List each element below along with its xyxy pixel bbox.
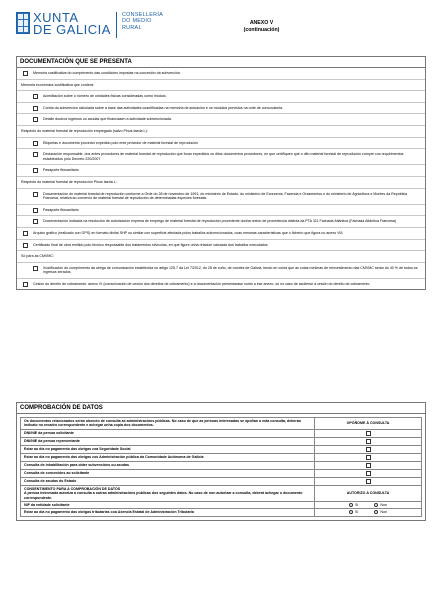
- checkbox[interactable]: [33, 106, 38, 111]
- oppose-checkbox[interactable]: [366, 479, 371, 484]
- no-radio[interactable]: [374, 510, 378, 514]
- annex-heading: [234, 20, 289, 34]
- doc-item-assignment[interactable]: Cesión do dereito de cobramento: anexo VI (comunicación de cesión dos dereitos de cobramento) e a documentación presentarase xunto a ese anexo, só no caso de acollerse á cesión do dereito de cobramento.: [17, 279, 425, 290]
- oppose-checkbox[interactable]: [366, 439, 371, 444]
- xunta-emblem-icon: [16, 12, 30, 34]
- checkbox[interactable]: [33, 168, 38, 173]
- doc-item-other-income[interactable]: Detalle doutros ingresos ou axudas que financiasen a actividade subvencionada.: [17, 114, 425, 126]
- consent-block: [21, 485, 315, 501]
- annex-title: ANEXO V: [249, 20, 274, 26]
- checkbox[interactable]: [23, 282, 28, 287]
- doc-item-certificate[interactable]: Certificado final de obra emitido polo técnico responsable dos tratamentos silvícolas, en que figure unha relación valorada dos traballos executados: [17, 240, 425, 252]
- doc-item-order-1991[interactable]: Documentación do material forestal de reprodución conforme a Orde do 28 de novembro de 1991, do ministerio de Estado, do ministerio de Economía, Facenda e Orzamentos e do ministerio de Agricultura e Montes da República Francesa, relativa ao comercio de material forestal de reprodución de determinadas especies forestais.: [17, 189, 425, 205]
- oppose-checkbox[interactable]: [366, 431, 371, 436]
- consent-intro: A persoa interesada autoriza a consulta a outras administracións públicas dos seguintes datos. No caso de non autorizar a consulta, deberá achegar o documento correspondente.: [24, 491, 303, 500]
- doc-item-labels[interactable]: Etiquetas e documento provedor expedido polo ente provedor de material forestal de reprodución: [17, 138, 425, 150]
- oppose-checkbox[interactable]: [366, 463, 371, 468]
- checkbox[interactable]: [33, 152, 38, 157]
- checkbox[interactable]: [23, 71, 28, 76]
- checkbox[interactable]: [33, 219, 38, 224]
- consent-header-row: [21, 485, 422, 501]
- oppose-checkbox[interactable]: [366, 471, 371, 476]
- consult-header-row: [21, 418, 422, 430]
- table-row: Estar ao día no pagamento das obrigas coa Seguridade Social: [21, 445, 422, 453]
- data-check-section: [16, 402, 426, 521]
- annex-subtitle: (continuación): [243, 27, 280, 33]
- table-row: Estar ao día no pagamento das obrigas tributarias coa Axencia Estatal de Administración Tributaria Sí Non: [21, 509, 422, 516]
- checkbox[interactable]: [33, 208, 38, 213]
- checkbox[interactable]: [23, 231, 28, 236]
- section-title: COMPROBACIÓN DE DATOS: [17, 403, 425, 414]
- checkbox[interactable]: [23, 243, 28, 248]
- department-name: CONSELLERÍA DO MEDIO RURAL: [121, 12, 164, 31]
- checkbox[interactable]: [33, 192, 38, 197]
- yes-radio[interactable]: [349, 503, 353, 507]
- xunta-wordmark: XUNTA DE GALICIA: [33, 10, 111, 37]
- checkbox[interactable]: [33, 266, 38, 271]
- table-row: NIF da entidade solicitante Sí Non: [21, 502, 422, 509]
- table-row: DNI/NIE da persoa solicitante: [21, 429, 422, 437]
- doc-item-amount[interactable]: Contía da subvención calculada sobre a base das actividades cuantificadas na memoria de actuación e os módulos previstos na orde de convocatoria.: [17, 103, 425, 115]
- doc-item-authorization[interactable]: Documentación indicada na resolución de autorización expresa de emprego de material forestal de reprodución procedente dunha rexión de procedencia distinta da PTA 311 Fachada Atlántica (Fachada Atlántica Francesa): [17, 216, 425, 228]
- doc-item-gps-file[interactable]: Arquivo gráfico (realizado con GPS) en formato dixital SHP ou similar con superficie afectada polos traballos subvencionados, coas mesmas características que o ficheiro que figura no anexo VIII.: [17, 228, 425, 240]
- doc-item-declaration[interactable]: Declaración responsable, dos entes provedores de material forestal de reprodución que foran expedidos os ditos documentos provedores, en que certifiquen que o dito material forestal de reprodución cumpre cos requirimentos establecidos polo Decreto 220/2007: [17, 149, 425, 165]
- doc-item-passport-2[interactable]: Pasaporte fitosanitario: [17, 205, 425, 217]
- oppose-checkbox[interactable]: [366, 455, 371, 460]
- page-header: [16, 12, 426, 48]
- table-row: Consulta de inhabilitación para obter subvencións ou axudas: [21, 461, 422, 469]
- doc-group-material: Respecto do material forestal de reprodución empregado (salvo Pinus taeda L):: [17, 126, 425, 138]
- doc-group-cmvmc: Só para as CMVMC:: [17, 251, 425, 263]
- checkbox[interactable]: [33, 117, 38, 122]
- no-radio[interactable]: [374, 503, 378, 507]
- documentation-section: [16, 56, 426, 290]
- doc-item-units[interactable]: Acreditación sobre o número de unidades físicas consideradas como módulo.: [17, 91, 425, 103]
- yes-radio[interactable]: [349, 510, 353, 514]
- oppose-checkbox[interactable]: [366, 447, 371, 452]
- consultation-table: [20, 417, 422, 517]
- oppose-header: OPÓÑOME Á CONSULTA: [315, 418, 422, 430]
- table-row: Consulta de axudas do Estado: [21, 477, 422, 485]
- doc-item-passport[interactable]: Pasaporte fitosanitario: [17, 165, 425, 177]
- xunta-logo: [16, 12, 163, 38]
- table-row: DNI/NIE da persoa representante: [21, 437, 422, 445]
- consent-title: CONSENTIMENTO PARA A COMPROBACIÓN DE DATOS: [24, 486, 121, 491]
- checkbox[interactable]: [33, 141, 38, 146]
- checkbox[interactable]: [33, 94, 38, 99]
- doc-group-economic: Memoria económica xustificativa que conterá:: [17, 80, 425, 92]
- authorize-header: AUTORIZO A CONSULTA: [315, 485, 422, 501]
- doc-item-report[interactable]: Memoria xustificativa do cumprimento das condicións impostas na concesión da subvención.: [17, 68, 425, 80]
- table-row: Consulta de concesións ao solicitante: [21, 469, 422, 477]
- table-row: Estar ao día no pagamento das obrigas cos Administración pública da Comunidade Autónoma de Galicia: [21, 453, 422, 461]
- logo-divider: [116, 12, 117, 38]
- doc-group-pinus-taeda: Respecto do material forestal de reprodución Pinus taeda L:: [17, 177, 425, 189]
- section-title: DOCUMENTACIÓN QUE SE PRESENTA: [17, 57, 425, 68]
- consult-intro: Os documentos relacionados serán obxecto de consulta ás administracións públicas. No caso de que as persoas interesadas se opoñan a esta consulta, deberán indicalo no recadro correspondente e achegar unha copia dos documentos.: [21, 418, 315, 430]
- doc-item-reinvestment[interactable]: Xustificación do cumprimento da obriga de comunicación establecida no artigo 125.7 da Lei 7/2012, do 28 de xuño, de montes de Galicia, tendo en conta que as cotas mínimas de reinvestimento das CMVMC serán do 40 % de todos os ingresos xerados.: [17, 263, 425, 279]
